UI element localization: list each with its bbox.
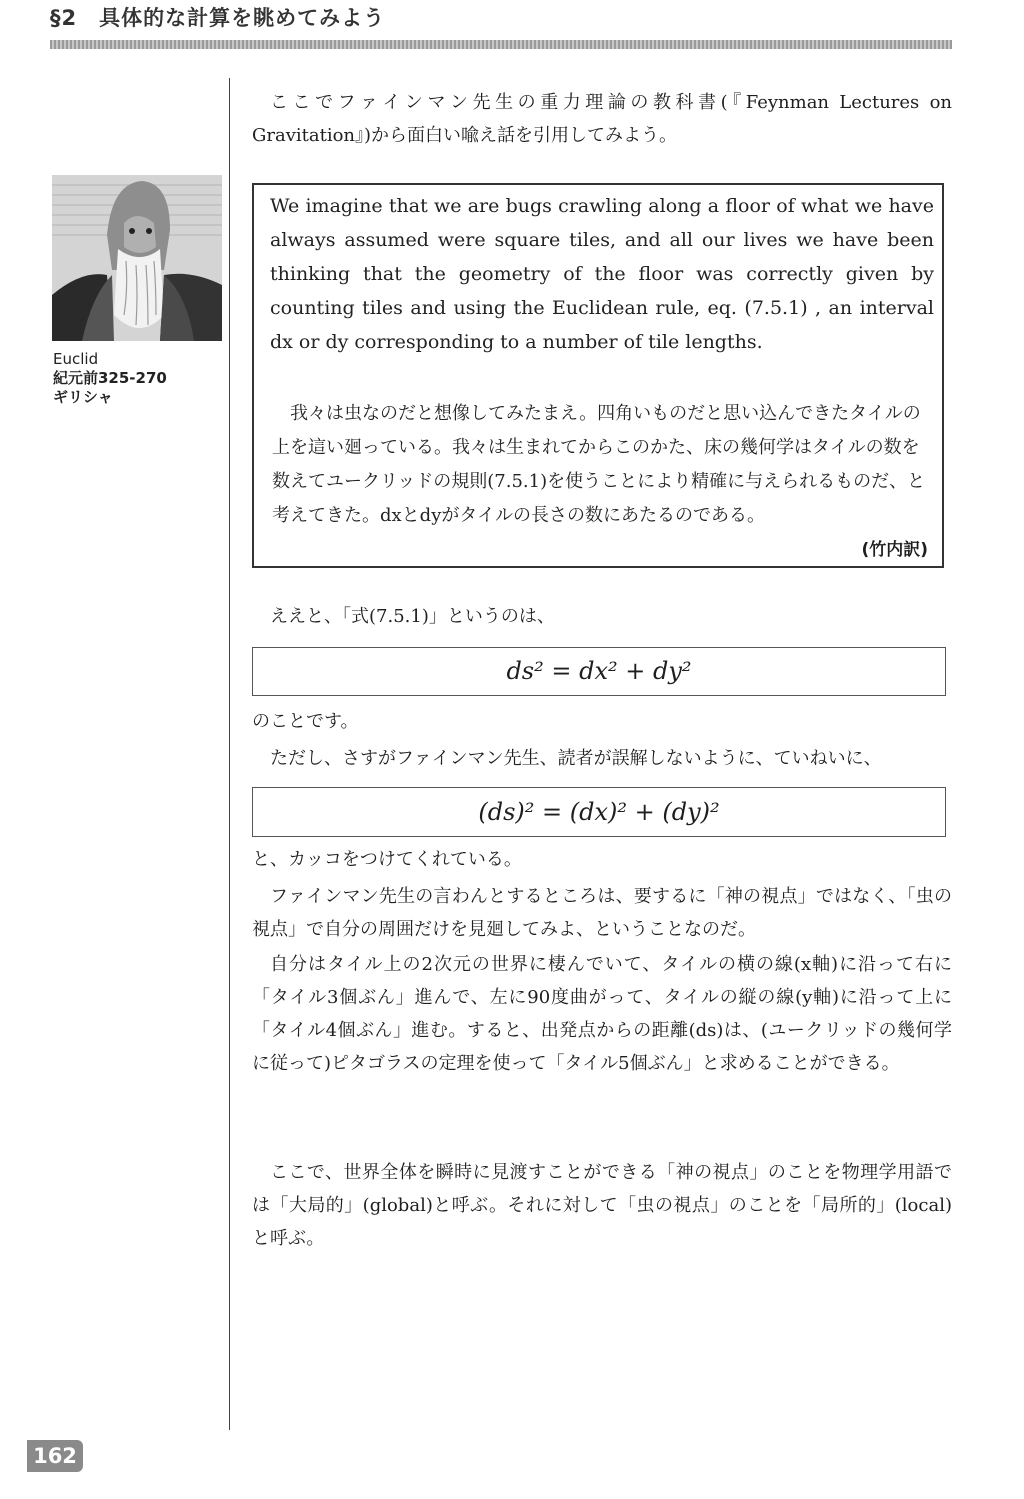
quote-english: We imagine that we are bugs crawling along a floor of what we have always assumed were square tiles, and all our lives we have been thinking that the geometry of the floor was correctly given by counting tiles and using the Euclidean rule, eq. (7.5.1) , an interval dx or dy corresponding to a number of tile lengths. — [270, 195, 934, 353]
quote-box — [252, 183, 944, 568]
equation-2: (ds)² = (dx)² + (dy)² — [252, 787, 946, 837]
page-header-title: §2 具体的な計算を眺めてみよう — [50, 6, 386, 30]
intro-paragraph: ここでファインマン先生の重力理論の教科書(『Feynman Lectures on Gravitation』)から面白い喩え話を引用してみよう。 — [252, 92, 952, 146]
paragraph-6: 自分はタイル上の2次元の世界に棲んでいて、タイルの横の線(x軸)に沿って右に「タイル3個ぶん」進んで、左に90度曲がって、タイルの縦の線(y軸)に沿って上に「タイル4個ぶん」進む。すると、出発点からの距離(ds)は、(ユークリッドの幾何学に従って)ピタゴラスの定理を使って「タイル5個ぶん」と求めることができる。 — [252, 954, 952, 1074]
caption-dates: 紀元前325-270 — [53, 369, 167, 387]
paragraph-7: ここで、世界全体を瞬時に見渡すことができる「神の視点」のことを物理学用語では「大局的」(global)と呼ぶ。それに対して「虫の視点」のことを「局所的」(local)と呼ぶ。 — [252, 1162, 952, 1249]
equation-1: ds² = dx² + dy² — [252, 647, 946, 696]
paragraph-2: のことです。 — [252, 711, 359, 732]
header-rule — [50, 40, 952, 49]
caption-name: Euclid — [53, 350, 99, 368]
caption-place: ギリシャ — [53, 388, 113, 406]
paragraph-1: ええと、「式(7.5.1)」というのは、 — [270, 606, 555, 627]
translator-credit: (竹内訳) — [861, 540, 928, 560]
euclid-portrait-icon — [52, 175, 222, 341]
portrait-caption — [53, 350, 167, 407]
page-number: 162 — [27, 1440, 83, 1472]
margin-divider — [229, 78, 230, 1430]
paragraph-4: と、カッコをつけてくれている。 — [252, 849, 522, 870]
paragraph-3: ただし、さすがファインマン先生、読者が誤解しないように、ていねいに、 — [270, 748, 882, 769]
paragraph-5: ファインマン先生の言わんとするところは、要するに「神の視点」ではなく、「虫の視点」で自分の周囲だけを見廻してみよ、ということなのだ。 — [252, 886, 952, 940]
quote-japanese: 我々は虫なのだと想像してみたまえ。四角いものだと思い込んできたタイルの上を這い廻っている。我々は生まれてからこのかた、床の幾何学はタイルの数を数えてユークリッドの規則(7.5.1)を使うことにより精確に与えられるものだ、と考えてきた。dxとdyがタイルの長さの数にあたるのである。 — [272, 403, 926, 526]
